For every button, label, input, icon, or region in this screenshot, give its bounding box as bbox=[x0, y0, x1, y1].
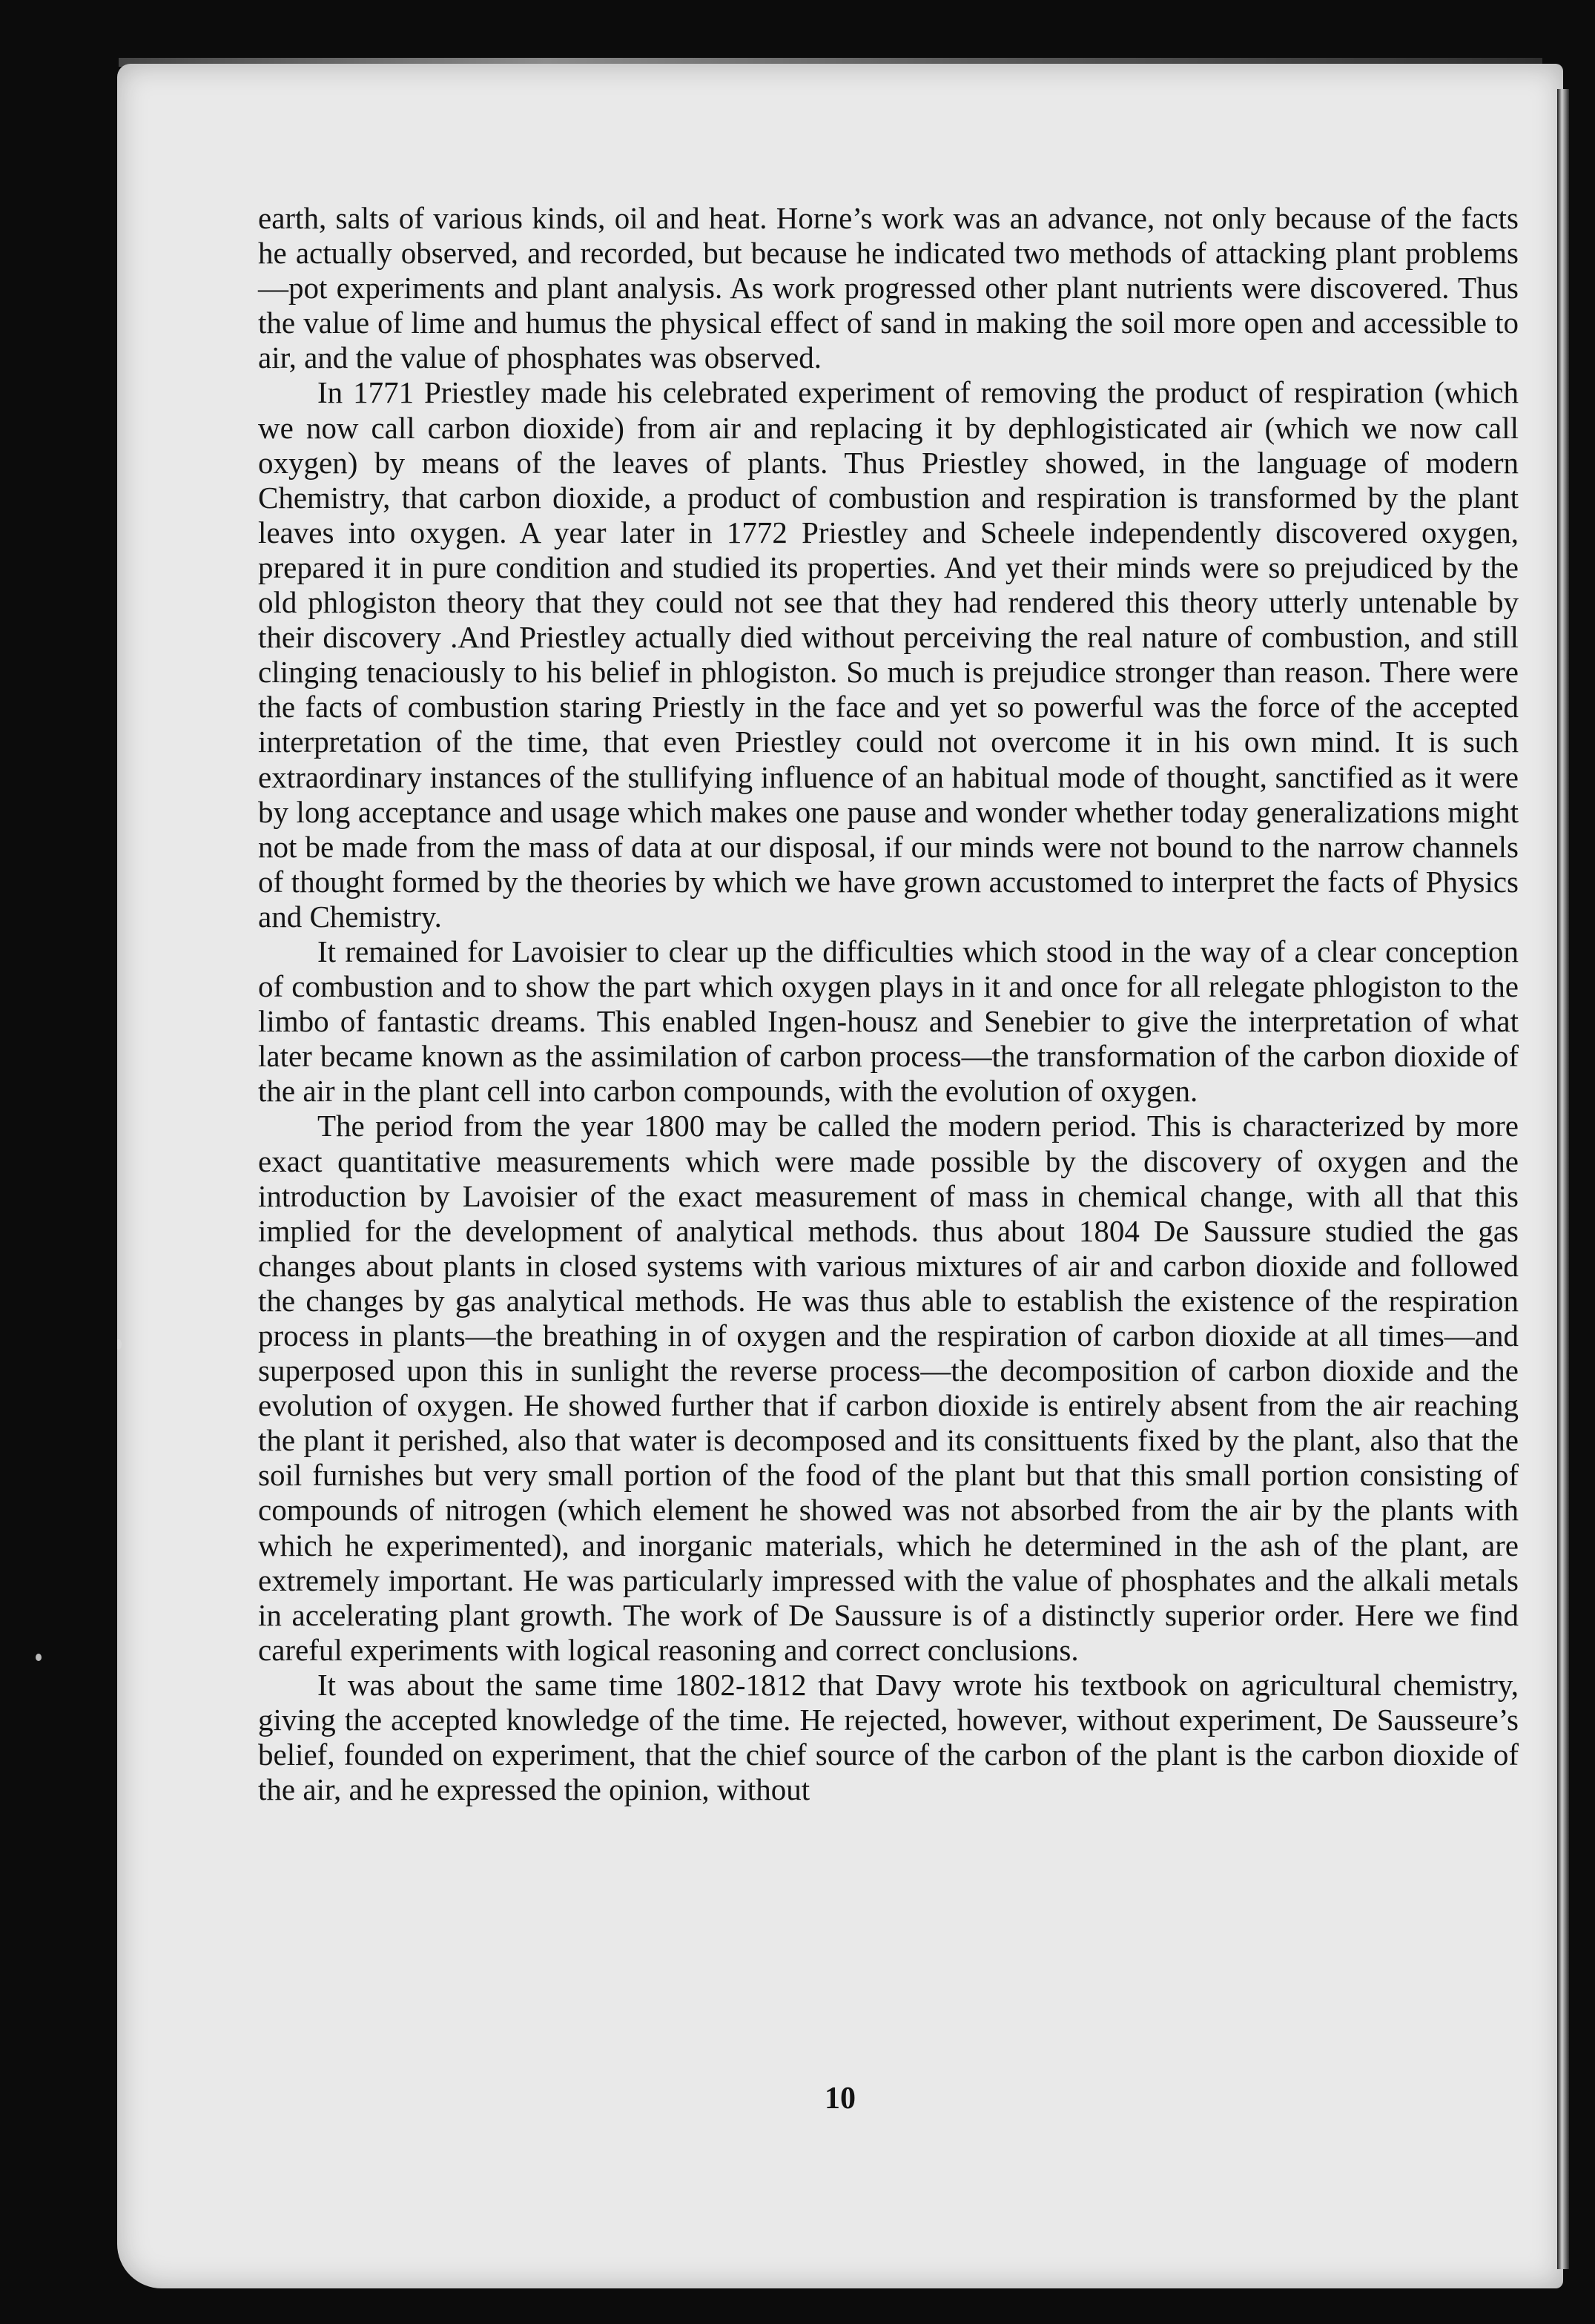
paragraph-4: The period from the year 1800 may be called the modern period. This is characterized by more exact quantitative measurements which were made possible by the discovery of oxygen and the introduction by Lavoisier of the exact measurement of mass in chemical change, with all that this implied for the development of analytical methods. thus about 1804 De Saussure studied the gas changes about plants in closed systems with various mixtures of air and carbon dioxide and followed the changes by gas analytical methods. He was thus able to establish the existence of the respiration process in plants—the breathing in of oxygen and the respiration of carbon dioxide at all times—and superposed upon this in sunlight the reverse process—the decomposition of carbon dioxide and the evolution of oxygen. He showed further that if carbon dioxide is entirely absent from the air reaching the plant it perished, also that water is decomposed and its consittuents fixed by the plant, also that the soil furnishes but very small portion of the food of the plant but that this small portion consisting of compounds of nitrogen (which element he showed was not absorbed from the air by the plants with which he experimented), and inorganic materials, which he determined in the ash of the plant, are extremely important. He was particularly impressed with the value of phosphates and the alkali metals in accelerating plant growth. The work of De Saussure is of a distinctly superior order. Here we find careful experiments with logical reasoning and correct conclusions. bbox=[258, 1109, 1519, 1667]
scan-speck bbox=[117, 1339, 122, 1350]
scan-speck bbox=[36, 1654, 42, 1661]
body-text bbox=[258, 201, 1519, 1807]
paragraph-2: In 1771 Priestley made his celebrated experiment of removing the product of respiration (which we now call carbon dioxide) from air and replacing it by dephlogisticated air (which we now call oxygen) by means of the leaves of plants. Thus Priestley showed, in the language of modern Chemistry, that carbon dioxide, a product of combustion and respiration is transformed by the plant leaves into oxygen. A year later in 1772 Priestley and Scheele independently discovered oxygen, prepared it in pure condition and studied its properties. And yet their minds were so prejudiced by the old phlogiston theory that they could not see that they had rendered this theory utterly untenable by their discovery .And Priestley actually died without perceiving the real nature of combustion, and still clinging tenaciously to his belief in phlogiston. So much is prejudice stronger than reason. There were the facts of combustion staring Priestly in the face and yet so powerful was the force of the accepted interpretation of the time, that even Priestley could not overcome it in his own mind. It is such extraordinary instances of the stullifying influence of an habitual mode of thought, sanctified as it were by long acceptance and usage which makes one pause and wonder whether today generalizations might not be made from the mass of data at our disposal, if our minds were not bound to the narrow channels of thought formed by the theories by which we have grown accustomed to interpret the facts of Physics and Chemistry. bbox=[258, 375, 1519, 934]
scan-right-edge bbox=[1557, 89, 1569, 2269]
document-page bbox=[117, 64, 1563, 2288]
page-number: 10 bbox=[825, 2082, 856, 2116]
paragraph-5: It was about the same time 1802-1812 that Davy wrote his textbook on agricultural chemistry, giving the accepted knowledge of the time. He rejected, however, without experiment, De Sausseure’s belief, founded on experiment, that the chief source of the carbon of the plant is the carbon dioxide of the air, and he expressed the opinion, without bbox=[258, 1667, 1519, 1807]
paragraph-1: earth, salts of various kinds, oil and heat. Horne’s work was an advance, not only because of the facts he actually observed, and recorded, but because he indicated two methods of attacking plant problems—pot experiments and plant analysis. As work progressed other plant nutrients were discovered. Thus the value of lime and humus the physical effect of sand in making the soil more open and accessible to air, and the value of phosphates was observed. bbox=[258, 201, 1519, 375]
paragraph-3: It remained for Lavoisier to clear up the difficulties which stood in the way of a clear conception of combustion and to show the part which oxygen plays in it and once for all relegate phlogiston to the limbo of fantastic dreams. This enabled Ingen-housz and Senebier to give the interpretation of what later became known as the assimilation of carbon process—the transformation of the carbon dioxide of the air in the plant cell into carbon compounds, with the evolution of oxygen. bbox=[258, 934, 1519, 1109]
